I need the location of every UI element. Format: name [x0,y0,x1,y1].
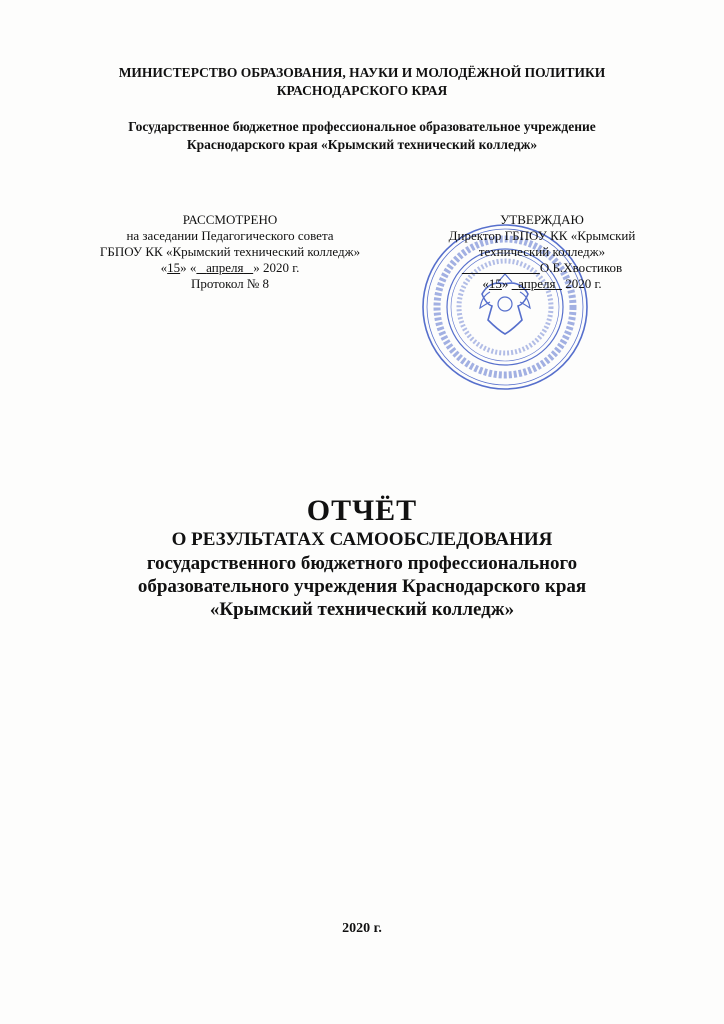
approved-line-2: технический колледж» [478,244,606,259]
signature-blank [462,260,540,275]
considered-day: 15 [167,260,181,275]
considered-month: апреля [206,260,244,275]
approved-date: «15» апреля 2020 г. [482,276,602,291]
considered-title: РАССМОТРЕНО [182,212,278,227]
considered-date: «15» « апреля » 2020 г. [160,260,300,275]
ministry-line-2: КРАСНОДАРСКОГО КРАЯ [276,83,448,98]
report-line-1: государственного бюджетного профессионального [146,553,578,574]
institution-header [0,118,724,154]
considered-protocol: Протокол № 8 [190,276,270,291]
approved-month: апреля [518,276,556,291]
report-title: ОТЧЁТ [306,494,418,527]
considered-line-2: ГБПОУ КК «Крымский технический колледж» [99,244,361,259]
document-year: 2020 г. [342,921,382,936]
ministry-line-1: МИНИСТЕРСТВО ОБРАЗОВАНИЯ, НАУКИ И МОЛОДЁЖНОЙ ПОЛИТИКИ [118,65,606,80]
signature-name: О.Б.Хвостиков [539,260,623,275]
approved-line-1: Директор ГБПОУ КК «Крымский [448,228,636,243]
considered-line-1: на заседании Педагогического совета [126,228,334,243]
report-line-2: образовательного учреждения Краснодарского края [137,576,587,597]
report-line-3: «Крымский технический колледж» [209,599,515,620]
considered-block [60,212,400,292]
institution-line-1: Государственное бюджетное профессиональное образовательное учреждение [128,119,596,134]
approved-title: УТВЕРЖДАЮ [500,212,584,227]
report-subtitle: О РЕЗУЛЬТАТАХ САМООБСЛЕДОВАНИЯ [171,529,553,550]
approved-block [412,212,672,292]
approved-year: 2020 г. [565,276,602,291]
institution-line-2: Краснодарского края «Крымский технический колледж» [186,137,538,152]
approved-day: 15 [488,276,502,291]
approved-signature-line [412,260,672,276]
ministry-header [0,64,724,100]
